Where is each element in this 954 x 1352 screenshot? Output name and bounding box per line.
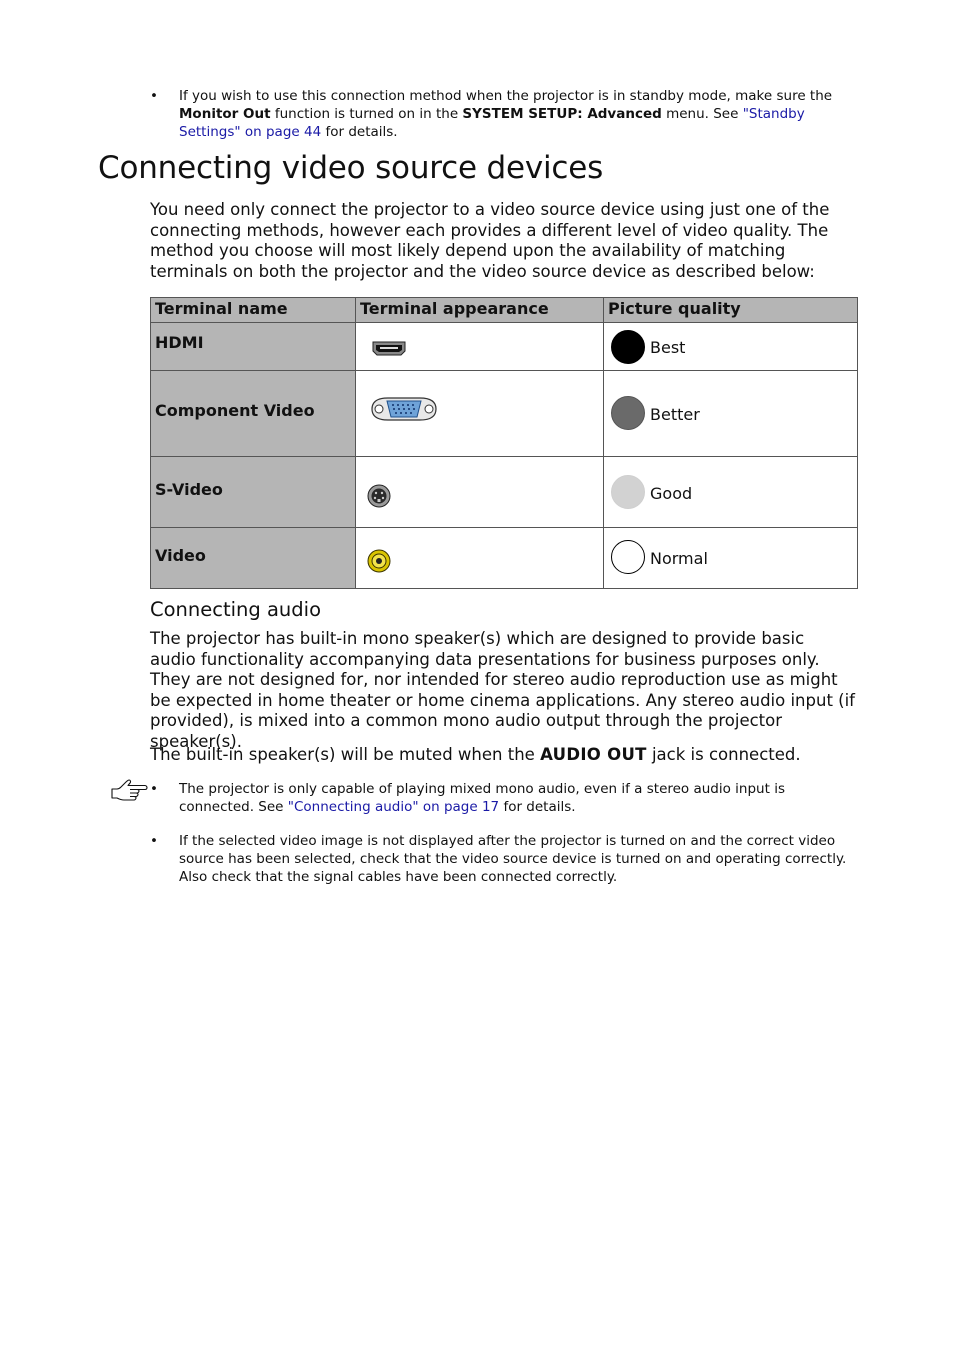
picture-quality: [604, 371, 858, 457]
table-header-row: [151, 298, 858, 323]
terminal-table: [150, 297, 858, 589]
terminal-name: Component Video: [151, 371, 356, 457]
audio-paragraph: The projector has built-in mono speaker(s) which are designed to provide basic audio functionality accompanying data presentations for business purposes only. They are not designed for, nor intended for stereo audio reproduction use as might be expected in home theater or home cinema applications. Any stereo audio input (if provided), is mixed into a common mono audio output through the projector speaker(s).: [150, 629, 855, 751]
mono-audio-note-text: The projector is only capable of playing mixed mono audio, even if a stereo audio input is connected. See "Connecting audio" on page 17 for details.: [179, 781, 785, 815]
table-row: [151, 528, 858, 589]
vga-port-icon: [368, 395, 440, 423]
quality-best-icon: [611, 330, 645, 364]
intro-paragraph: You need only connect the projector to a video source device using just one of the connecting methods, however each provides a different level of video quality. The method you choose will most likely depend upon the availability of matching terminals on both the projector and the video source device as described below:: [150, 200, 830, 281]
header-picture-quality: Picture quality: [604, 298, 858, 323]
standby-settings-link[interactable]: "Standby Settings" on page 44: [179, 106, 805, 140]
connecting-audio-link[interactable]: "Connecting audio" on page 17: [287, 799, 500, 815]
svideo-port-icon: [367, 484, 391, 508]
bullet: •: [150, 781, 158, 797]
quality-label: Normal: [650, 549, 708, 568]
table-row: [151, 371, 858, 457]
section-title: Connecting video source devices: [98, 150, 604, 186]
quality-good-icon: [611, 475, 645, 509]
quality-normal-icon: [611, 540, 645, 574]
audio-mute-paragraph: The built-in speaker(s) will be muted when the AUDIO OUT jack is connected.: [150, 745, 801, 764]
standby-note-text: If you wish to use this connection method when the projector is in standby mode, make sure the Monitor Out function is turned on in the SYSTEM SETUP: Advanced menu. See "Standby Settings" on page 44 for details.: [179, 88, 833, 140]
video-check-note-text: If the selected video image is not displayed after the projector is turned on and the correct video source has been selected, check that the video source device is turned on and operating correctly. Also check that the signal cables have been connected correctly.: [179, 833, 847, 885]
header-terminal-name: Terminal name: [151, 298, 356, 323]
terminal-appearance: [356, 323, 604, 371]
terminal-appearance: [356, 457, 604, 528]
picture-quality: [604, 323, 858, 371]
quality-better-icon: [611, 396, 645, 430]
table-row: [151, 457, 858, 528]
bullet: •: [150, 88, 158, 104]
quality-label: Best: [650, 338, 686, 357]
pointing-hand-icon: [110, 779, 148, 801]
table-row: [151, 323, 858, 371]
terminal-name: S-Video: [151, 457, 356, 528]
bullet: •: [150, 833, 158, 849]
rca-port-icon: [367, 549, 391, 573]
picture-quality: [604, 457, 858, 528]
terminal-appearance: [356, 371, 604, 457]
hdmi-port-icon: [372, 340, 406, 356]
quality-label: Good: [650, 484, 693, 503]
terminal-name: HDMI: [151, 323, 356, 371]
header-terminal-appearance: Terminal appearance: [356, 298, 604, 323]
picture-quality: [604, 528, 858, 589]
terminal-appearance: [356, 528, 604, 589]
terminal-name: Video: [151, 528, 356, 589]
quality-label: Better: [650, 405, 700, 424]
subsection-title: Connecting audio: [150, 598, 322, 621]
